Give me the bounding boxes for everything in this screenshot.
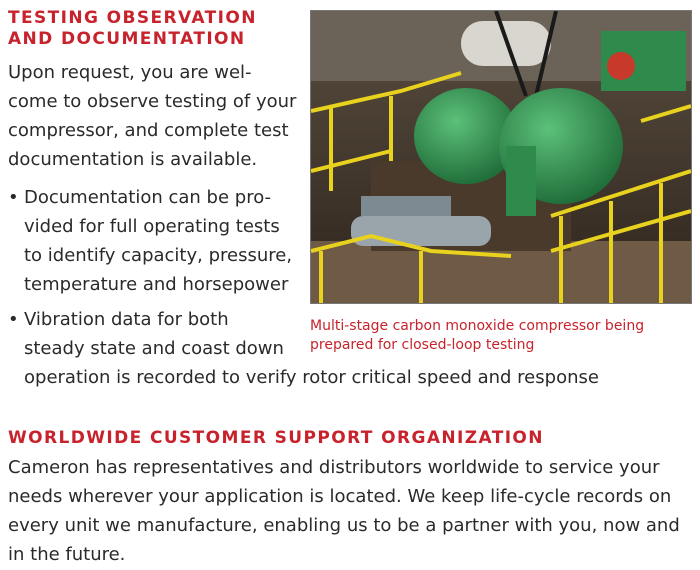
intro-line: Upon request, you are wel- bbox=[8, 62, 252, 83]
intro-line: documentation is available. bbox=[8, 149, 258, 170]
bullet-dot: • bbox=[8, 187, 19, 208]
support-line: in the future. bbox=[8, 544, 126, 565]
heading-line-1: TESTING OBSERVATION bbox=[8, 8, 257, 28]
bullet-item-vibration bbox=[8, 305, 308, 363]
support-line: needs wherever your application is located. We keep life-cycle records on bbox=[8, 486, 672, 507]
bullet-line: Documentation can be pro- bbox=[24, 187, 272, 208]
bullet-line: Vibration data for both bbox=[24, 309, 229, 330]
intro-line: come to observe testing of your bbox=[8, 91, 297, 112]
bullet-text bbox=[24, 183, 292, 299]
bullet-text bbox=[24, 305, 284, 363]
intro-line: compressor, and complete test bbox=[8, 120, 289, 141]
section-heading-testing bbox=[8, 8, 257, 50]
support-paragraph bbox=[8, 453, 698, 569]
heading-line-2: AND DOCUMENTATION bbox=[8, 29, 246, 49]
section-heading-support: WORLDWIDE CUSTOMER SUPPORT ORGANIZATION bbox=[8, 428, 544, 448]
bullet-line: vided for full operating tests bbox=[24, 216, 280, 237]
bullet-line: to identify capacity, pressure, bbox=[24, 245, 293, 266]
bullet-line: temperature and horsepower bbox=[24, 274, 289, 295]
caption-line: prepared for closed-loop testing bbox=[310, 337, 535, 353]
bullet-dot: • bbox=[8, 309, 19, 330]
compressor-illustration bbox=[311, 11, 691, 303]
compressor-photo bbox=[310, 10, 692, 304]
support-line: Cameron has representatives and distributors worldwide to service your bbox=[8, 457, 660, 478]
intro-paragraph bbox=[8, 58, 308, 174]
bullet-line: operation is recorded to verify rotor critical speed and response bbox=[24, 367, 599, 388]
bullet-line: steady state and coast down bbox=[24, 338, 284, 359]
bullet-item-documentation bbox=[8, 183, 308, 299]
photo-caption bbox=[310, 317, 695, 355]
support-line: every unit we manufacture, enabling us to be a partner with you, now and bbox=[8, 515, 680, 536]
caption-line: Multi-stage carbon monoxide compressor being bbox=[310, 318, 645, 334]
